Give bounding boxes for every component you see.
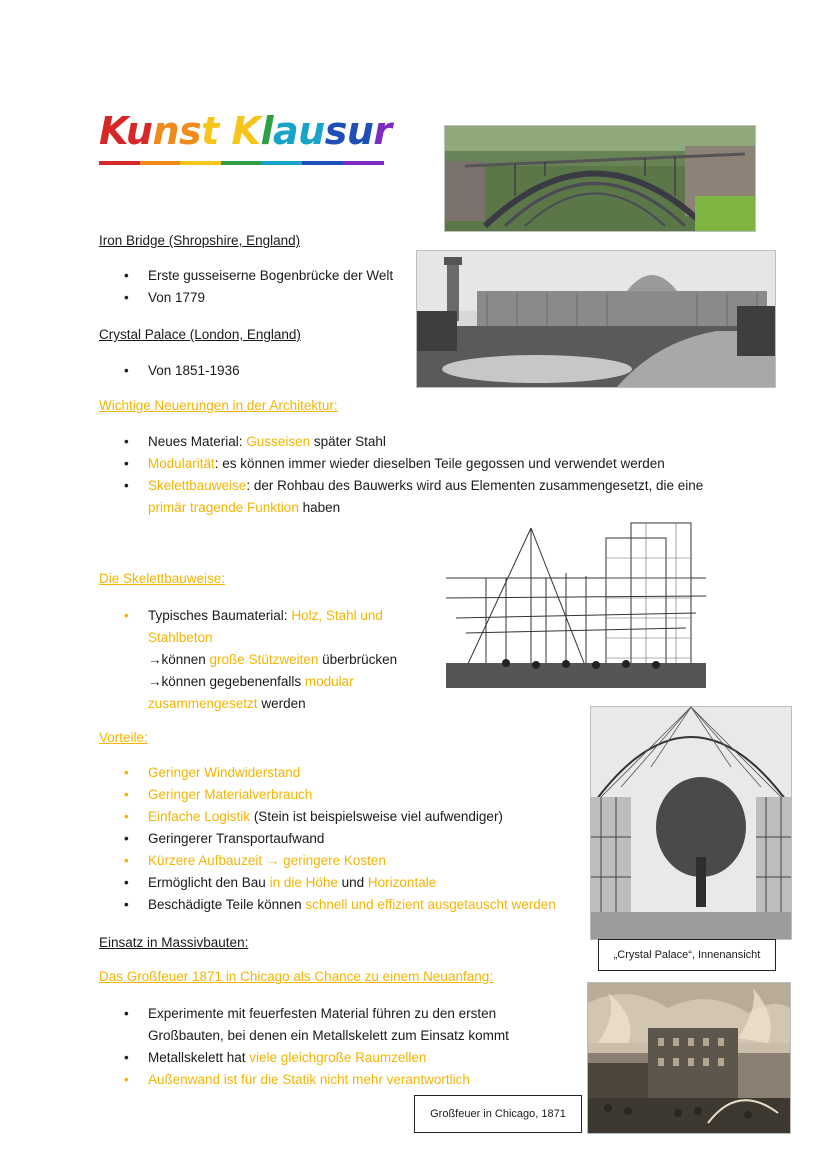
list-item: • Von 1779 <box>124 290 206 305</box>
crystal-palace-photo <box>416 250 776 388</box>
list-item: • Geringer Windwiderstand <box>124 765 301 780</box>
list-item: • Typisches Baumaterial: Holz, Stahl und Stahlbeton →können große Stützweiten überbrücken →können gegebenenfalls modular zusammengesetzt werden <box>124 608 398 711</box>
list-item: • Erste gusseiserne Bogenbrücke der Welt <box>124 268 394 283</box>
chicago-fire-caption: Großfeuer in Chicago, 1871 <box>414 1095 582 1133</box>
crystal-palace-interior-caption: „Crystal Palace“, Innenansicht <box>598 939 776 971</box>
list-item: • Von 1851-1936 <box>124 363 240 378</box>
page-title: Kunst Klausur <box>99 109 392 153</box>
massivbauten-heading: Einsatz in Massivbauten: <box>99 935 249 950</box>
crystal-palace-list <box>99 360 399 382</box>
iron-bridge-photo <box>444 125 756 232</box>
iron-bridge-list <box>99 265 419 309</box>
list-item: • Ermöglicht den Bau in die Höhe und Horizontale <box>124 875 437 890</box>
skeleton-construction-illustration <box>446 518 706 688</box>
neuerungen-list <box>99 431 739 519</box>
chicago-fire-illustration <box>587 982 791 1134</box>
list-item: • Experimente mit feuerfesten Material führen zu den ersten Großbauten, bei denen ein Metallskelett zum Einsatz kommt <box>124 1006 509 1043</box>
list-item: • Einfache Logistik (Stein ist beispielsweise viel aufwendiger) <box>124 809 503 824</box>
iron-bridge-heading: Iron Bridge (Shropshire, England) <box>99 233 301 248</box>
list-item: • Geringerer Transportaufwand <box>124 831 325 846</box>
title-rainbow-underline <box>99 152 384 156</box>
vorteile-list <box>99 762 599 916</box>
vorteile-heading: Vorteile: <box>99 730 148 745</box>
list-item: • Skelettbauweise: der Rohbau des Bauwerks wird aus Elementen zusammengesetzt, die eine primär tragende Funktion haben <box>124 478 704 515</box>
list-item: • Außenwand ist für die Statik nicht mehr verantwortlich <box>124 1072 470 1087</box>
chicago-list <box>99 1003 579 1091</box>
list-item: • Neues Material: Gusseisen später Stahl <box>124 434 386 449</box>
skelett-heading: Die Skelettbauweise: <box>99 571 226 586</box>
list-item: • Geringer Materialverbrauch <box>124 787 313 802</box>
neuerungen-heading: Wichtige Neuerungen in der Architektur: <box>99 398 338 413</box>
chicago-heading: Das Großfeuer 1871 in Chicago als Chance zu einem Neuanfang: <box>99 969 493 984</box>
list-item: • Metallskelett hat viele gleichgroße Raumzellen <box>124 1050 427 1065</box>
list-item: • Modularität: es können immer wieder dieselben Teile gegossen und verwendet werden <box>124 456 665 471</box>
crystal-palace-heading: Crystal Palace (London, England) <box>99 327 301 342</box>
skelett-list <box>99 605 429 715</box>
list-item: • Kürzere Aufbauzeit → geringere Kosten <box>124 853 386 868</box>
crystal-palace-interior-photo <box>590 706 792 940</box>
list-item: • Beschädigte Teile können schnell und effizient ausgetauscht werden <box>124 897 556 912</box>
